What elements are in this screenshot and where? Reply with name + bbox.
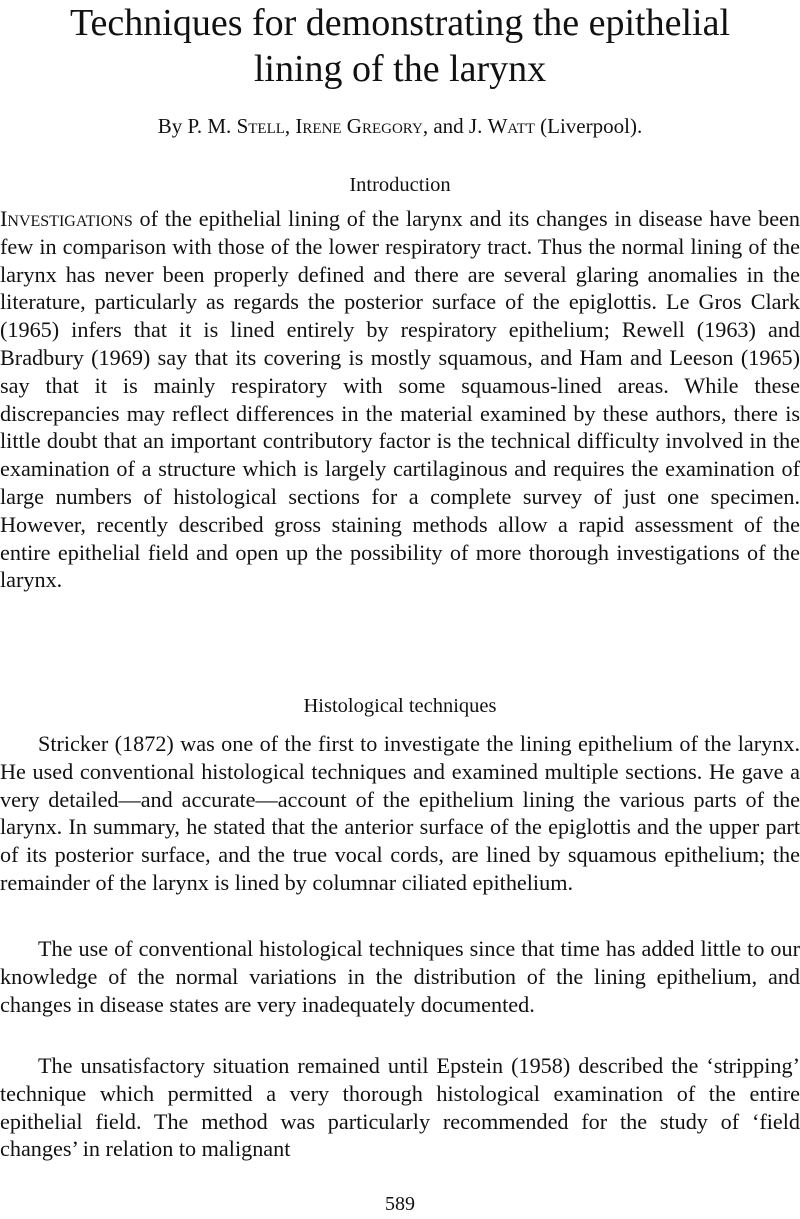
page-number: 589 [385,1193,415,1215]
author-byline [0,112,800,140]
byline-suffix: (Liverpool). [534,114,643,138]
byline-sep1: , [284,114,296,138]
byline-sep2: , and J. [422,114,488,138]
byline-prefix: By P. M. [157,114,237,138]
paragraph-histological-1: Stricker (1872) was one of the first to investigate the lining epithelium of the larynx. He used conventional histological techniques and examined multiple sections. He gave a very detailed—and accurate—account of the epithelium lining the various parts of the larynx. In summary, he stated that the anterior surface of the epiglottis and the upper part of its posterior surface, and the true vocal cords, are lined by squamous epithelium; the remainder of the larynx is lined by columnar ciliated epithelium. [0,731,800,895]
heading-histological-techniques: Histological techniques [303,695,497,717]
paragraph-introduction [0,205,800,594]
author-stell: Stell [236,114,285,138]
author-gregory: Irene Gregory [295,114,423,138]
intro-body: of the epithelial lining of the larynx and its changes in disease have been few in comparison with those of the lower respiratory tract. Thus the normal lining of the larynx has never been properly defined and there are several glaring anomalies in the literature, particularly as regards the posterior surface of the epiglottis. Le Gros Clark (1965) infers that it is lined entirely by respiratory epithelium; Rewell (1963) and Bradbury (1969) say that its covering is mostly squamous, and Ham and Leeson (1965) say that it is mainly respiratory with some squamous-lined areas. While these discrepancies may reflect differences in the material examined by these authors, there is little doubt that an important contributory factor is the technical difficulty involved in the examination of a structure which is largely cartilaginous and requires the examination of large numbers of histological sections for a complete survey of just one specimen. However, recently described gross staining methods allow a rapid assessment of the entire epithelial field and open up the possibility of more thorough investigations of the larynx. [0,206,800,593]
article-title: Techniques for demonstrating the epithelial lining of the larynx [69,2,731,90]
paragraph-histological-3: The unsatisfactory situation remained until Epstein (1958) described the ‘stripping’ technique which permitted a very thorough histological examination of the entire epithelial field. The method was particularly recommended for the study of ‘field changes’ in relation to malignant [0,1053,800,1162]
author-watt: Watt [487,114,535,138]
heading-introduction: Introduction [349,174,451,196]
paragraph-histological-2: The use of conventional histological techniques since that time has added little to our knowledge of the normal variations in the distribution of the lining epithelium, and changes in disease states are very inadequately documented. [0,936,800,1017]
intro-lead-word: Investigations [0,206,133,231]
